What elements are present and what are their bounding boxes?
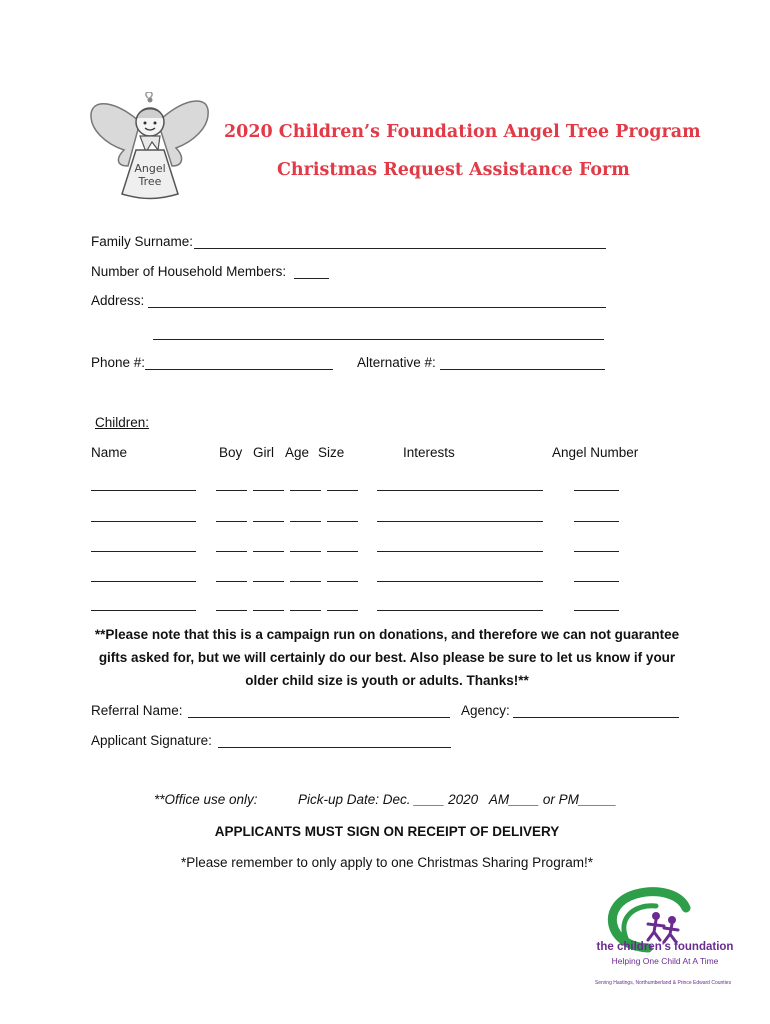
child-girl-field[interactable] xyxy=(253,610,284,611)
donation-note: **Please note that this is a campaign run on donations, and therefore we can not guarantee gifts asked for, but we will certainly do our best. Also please be sure to let us know if your older child size is youth or adults. Thanks!** xyxy=(94,627,680,688)
col-girl: Girl xyxy=(253,445,274,460)
logo-serving: Serving Hastings, Northumberland & Prince Edward Counties xyxy=(594,980,732,986)
angel-tree-logo xyxy=(88,92,213,200)
col-name: Name xyxy=(91,445,128,460)
child-age-field[interactable] xyxy=(290,521,321,522)
child-size-field[interactable] xyxy=(327,610,358,611)
child-size-field[interactable] xyxy=(327,490,358,491)
reminder: *Please remember to only apply to one Christmas Sharing Program!* xyxy=(181,855,593,870)
child-size-field[interactable] xyxy=(327,581,358,582)
child-girl-field[interactable] xyxy=(253,521,284,522)
foundation-swirl-icon xyxy=(578,886,748,992)
family-surname-label: Family Surname: xyxy=(91,234,194,249)
child-girl-field[interactable] xyxy=(253,490,284,491)
applicant-signature-label: Applicant Signature: xyxy=(91,733,212,748)
child-interests-field[interactable] xyxy=(377,521,543,522)
alternative-label: Alternative #: xyxy=(357,355,436,370)
office-use-label: **Office use only: xyxy=(154,792,258,807)
col-age: Age xyxy=(285,445,310,460)
child-boy-field[interactable] xyxy=(216,490,247,491)
child-name-field[interactable] xyxy=(91,610,196,611)
agency-label: Agency: xyxy=(461,703,510,718)
children-heading: Children: xyxy=(95,415,150,430)
child-age-field[interactable] xyxy=(290,490,321,491)
child-name-field[interactable] xyxy=(91,521,196,522)
child-angel-number-field[interactable] xyxy=(574,610,619,611)
child-boy-field[interactable] xyxy=(216,521,247,522)
alternative-field[interactable] xyxy=(440,369,605,370)
applicant-signature-field[interactable] xyxy=(218,747,451,748)
child-girl-field[interactable] xyxy=(253,581,284,582)
child-name-field[interactable] xyxy=(91,551,196,552)
referral-name-field[interactable] xyxy=(188,717,450,718)
child-age-field[interactable] xyxy=(290,551,321,552)
logo-name: the children's foundation xyxy=(596,941,734,953)
child-angel-number-field[interactable] xyxy=(574,521,619,522)
logo-tagline: Helping One Child At A Time xyxy=(611,956,719,966)
household-members-label: Number of Household Members: xyxy=(91,264,287,279)
agency-field[interactable] xyxy=(513,717,679,718)
child-size-field[interactable] xyxy=(327,551,358,552)
child-boy-field[interactable] xyxy=(216,551,247,552)
page-title: 2020 Children’s Foundation Angel Tree Program xyxy=(224,122,701,142)
address-label: Address: xyxy=(91,293,145,308)
sign-notice: APPLICANTS MUST SIGN ON RECEIPT OF DELIVERY xyxy=(214,824,560,839)
angel-text-1: Angel xyxy=(134,162,166,175)
pickup-date-line: Pick-up Date: Dec. ____ 2020 AM____ or PM_____ xyxy=(298,792,617,807)
child-angel-number-field[interactable] xyxy=(574,581,619,582)
child-name-field[interactable] xyxy=(91,581,196,582)
child-name-field[interactable] xyxy=(91,490,196,491)
referral-name-label: Referral Name: xyxy=(91,703,183,718)
childrens-foundation-logo xyxy=(578,886,748,992)
phone-label: Phone #: xyxy=(91,355,146,370)
child-interests-field[interactable] xyxy=(377,581,543,582)
child-angel-number-field[interactable] xyxy=(574,551,619,552)
col-size: Size xyxy=(318,445,345,460)
child-boy-field[interactable] xyxy=(216,610,247,611)
child-angel-number-field[interactable] xyxy=(574,490,619,491)
household-members-field[interactable] xyxy=(294,278,329,279)
family-surname-field[interactable] xyxy=(194,248,606,249)
col-boy: Boy xyxy=(219,445,243,460)
address-field-2[interactable] xyxy=(153,339,604,340)
address-field-1[interactable] xyxy=(148,307,606,308)
page-subtitle: Christmas Request Assistance Form xyxy=(277,160,630,180)
col-angel-number: Angel Number xyxy=(552,445,639,460)
col-interests: Interests xyxy=(403,445,455,460)
angel-icon xyxy=(88,92,213,200)
child-interests-field[interactable] xyxy=(377,610,543,611)
angel-text-2: Tree xyxy=(138,175,162,188)
phone-field[interactable] xyxy=(145,369,333,370)
child-girl-field[interactable] xyxy=(253,551,284,552)
child-age-field[interactable] xyxy=(290,610,321,611)
child-interests-field[interactable] xyxy=(377,490,543,491)
child-boy-field[interactable] xyxy=(216,581,247,582)
child-age-field[interactable] xyxy=(290,581,321,582)
child-size-field[interactable] xyxy=(327,521,358,522)
child-interests-field[interactable] xyxy=(377,551,543,552)
